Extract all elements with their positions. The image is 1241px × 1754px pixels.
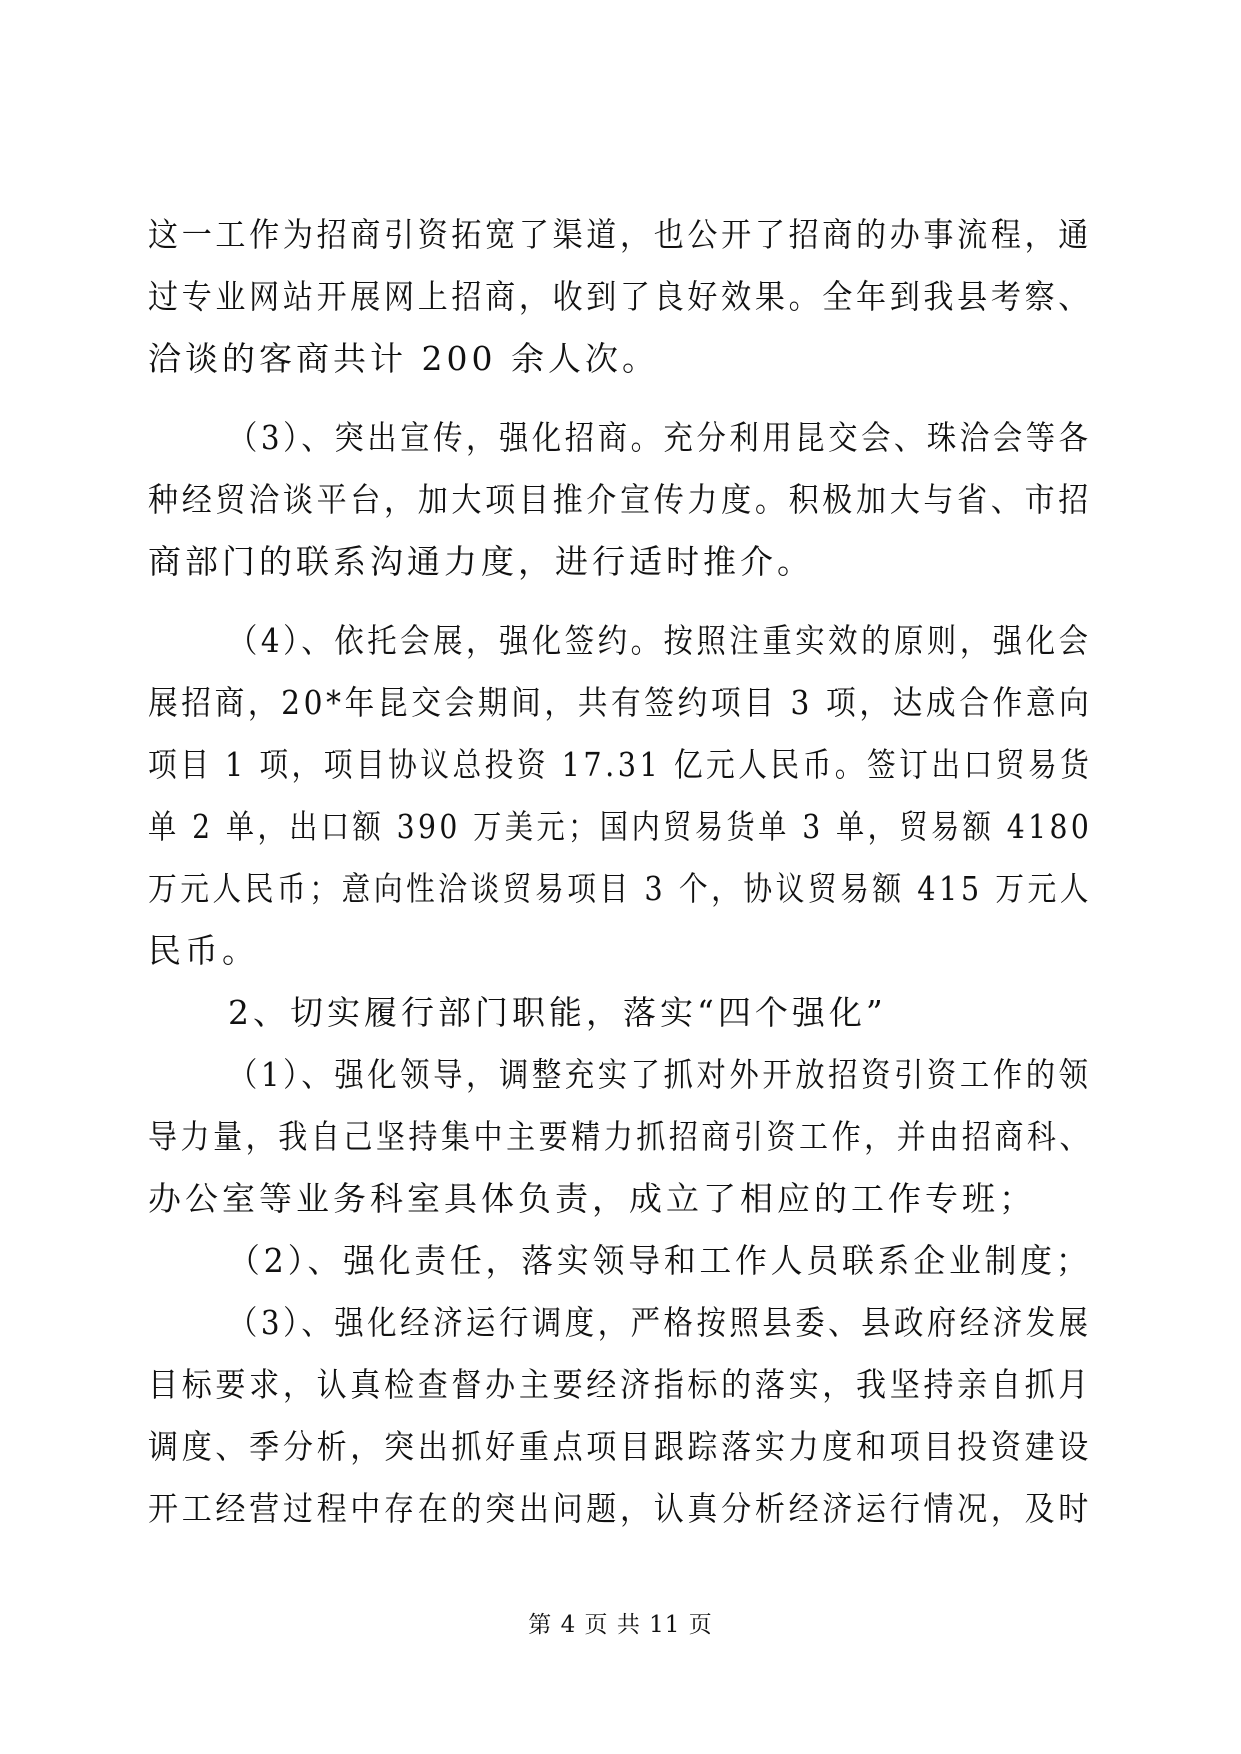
body-line: （4）、依托会展，强化签约。按照注重实效的原则，强化会 — [228, 621, 1092, 660]
body-line: 商部门的联系沟通力度，进行适时推介。 — [148, 542, 814, 581]
body-line: 开工经营过程中存在的突出问题，认真分析经济运行情况，及时 — [148, 1489, 1093, 1528]
body-line: 这一工作为招商引资拓宽了渠道，也公开了招商的办事流程，通 — [148, 215, 1093, 254]
body-line: 展招商，20*年昆交会期间，共有签约项目 3 项，达成合作意向 — [148, 683, 1093, 722]
body-line: 调度、季分析，突出抓好重点项目跟踪落实力度和项目投资建设 — [148, 1427, 1093, 1466]
body-line: 万元人民币；意向性洽谈贸易项目 3 个，协议贸易额 415 万元人 — [148, 869, 1093, 908]
body-line: 目标要求，认真检查督办主要经济指标的落实，我坚持亲自抓月 — [148, 1365, 1093, 1404]
body-line: 民币。 — [148, 931, 259, 970]
body-line: （2）、强化责任，落实领导和工作人员联系企业制度； — [228, 1241, 1092, 1280]
body-line: 种经贸洽谈平台，加大项目推介宣传力度。积极加大与省、市招 — [148, 480, 1093, 519]
body-line: 过专业网站开展网上招商，收到了良好效果。全年到我县考察、 — [148, 277, 1093, 316]
body-line: 单 2 单，出口额 390 万美元；国内贸易货单 3 单，贸易额 4180 — [148, 807, 1093, 846]
section-heading: 2、切实履行部门职能，落实“四个强化” — [228, 993, 887, 1032]
body-line: （3）、强化经济运行调度，严格按照县委、县政府经济发展 — [228, 1303, 1092, 1342]
body-line: 项目 1 项，项目协议总投资 17.31 亿元人民币。签订出口贸易货 — [148, 745, 1093, 784]
body-line: 洽谈的客商共计 200 余人次。 — [148, 339, 659, 378]
body-line: （1）、强化领导，调整充实了抓对外开放招资引资工作的领 — [228, 1055, 1092, 1094]
body-line: 导力量，我自己坚持集中主要精力抓招商引资工作，并由招商科、 — [148, 1117, 1093, 1156]
body-line: （3）、突出宣传，强化招商。充分利用昆交会、珠洽会等各 — [228, 418, 1092, 457]
page-number-footer: 第 4 页 共 11 页 — [528, 1612, 713, 1638]
body-line: 办公室等业务科室具体负责，成立了相应的工作专班； — [148, 1179, 1036, 1218]
